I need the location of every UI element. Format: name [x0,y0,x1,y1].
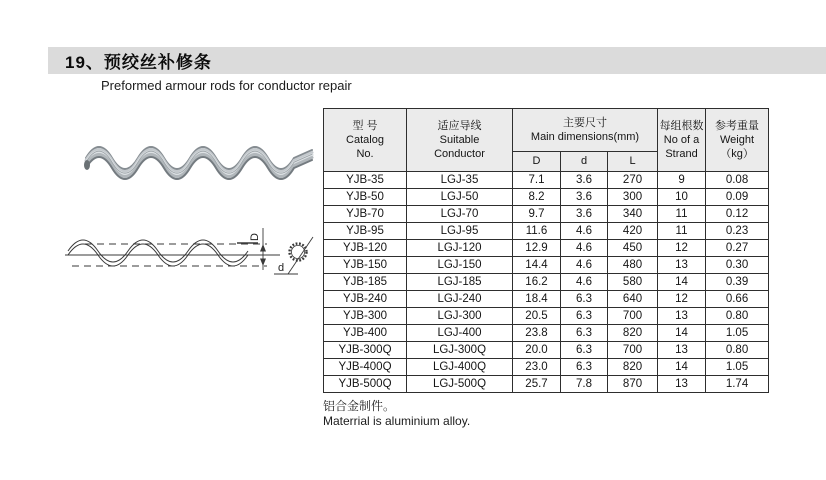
cell-dim-L: 450 [608,240,658,257]
page-subtitle: Preformed armour rods for conductor repair [101,78,352,93]
cell-weight: 0.39 [706,274,769,291]
note-cn: 铝合金制件。 [323,399,396,413]
cell-dim-d: 4.6 [561,274,608,291]
cell-weight: 0.30 [706,257,769,274]
cell-suitable-conductor: LGJ-400Q [407,359,513,376]
cell-dim-D: 23.0 [513,359,561,376]
cell-weight: 0.12 [706,206,769,223]
table-row [324,240,769,257]
cell-strand-count: 14 [658,274,706,291]
cell-dim-D: 16.2 [513,274,561,291]
table-row [324,189,769,206]
cell-weight: 0.09 [706,189,769,206]
cell-strand-count: 14 [658,359,706,376]
cell-suitable-conductor: LGJ-400 [407,325,513,342]
cell-suitable-conductor: LGJ-35 [407,172,513,189]
cell-suitable-conductor: LGJ-95 [407,223,513,240]
cell-weight: 1.74 [706,376,769,393]
cell-dim-L: 820 [608,359,658,376]
cell-strand-count: 10 [658,189,706,206]
spec-table [323,108,769,393]
table-row [324,359,769,376]
col-header-catalog: 型 号 Catalog No. [324,109,407,172]
table-row [324,291,769,308]
cell-catalog-no: YJB-70 [324,206,407,223]
cell-weight: 0.08 [706,172,769,189]
cell-catalog-no: YJB-300 [324,308,407,325]
dimension-drawing [52,212,327,300]
cell-dim-L: 700 [608,342,658,359]
cell-dim-L: 420 [608,223,658,240]
cell-dim-D: 12.9 [513,240,561,257]
cell-suitable-conductor: LGJ-50 [407,189,513,206]
cell-strand-count: 12 [658,240,706,257]
col-header-strand: 每组根数 No of a Strand [658,109,706,172]
cell-dim-d: 3.6 [561,172,608,189]
cell-strand-count: 13 [658,257,706,274]
table-row [324,308,769,325]
cell-dim-d: 6.3 [561,308,608,325]
cell-catalog-no: YJB-400 [324,325,407,342]
cell-dim-d: 6.3 [561,325,608,342]
cell-strand-count: 13 [658,308,706,325]
cell-dim-D: 20.5 [513,308,561,325]
table-row [324,223,769,240]
cell-dim-d: 3.6 [561,206,608,223]
section-title-band [48,47,826,74]
cell-dim-d: 4.6 [561,223,608,240]
cell-catalog-no: YJB-185 [324,274,407,291]
cell-weight: 0.27 [706,240,769,257]
arrowhead-up-icon [260,244,266,252]
subcol-header-d: d [561,152,608,172]
cell-weight: 1.05 [706,325,769,342]
cell-strand-count: 11 [658,223,706,240]
table-row [324,325,769,342]
cell-dim-D: 25.7 [513,376,561,393]
cell-catalog-no: YJB-400Q [324,359,407,376]
cell-suitable-conductor: LGJ-300Q [407,342,513,359]
cell-dim-d: 4.6 [561,240,608,257]
cell-dim-d: 4.6 [561,257,608,274]
cell-dim-L: 870 [608,376,658,393]
dimension-label-D: D [249,233,261,241]
table-row [324,172,769,189]
armour-rod-photo [80,131,315,199]
cell-dim-D: 23.8 [513,325,561,342]
cell-dim-L: 580 [608,274,658,291]
cell-suitable-conductor: LGJ-150 [407,257,513,274]
cell-catalog-no: YJB-300Q [324,342,407,359]
col-header-weight: 参考重量 Weight （kg） [706,109,769,172]
note-en: Materrial is aluminium alloy. [323,414,471,429]
cell-catalog-no: YJB-95 [324,223,407,240]
cell-suitable-conductor: LGJ-185 [407,274,513,291]
cell-dim-d: 6.3 [561,342,608,359]
subcol-header-L: L [608,152,658,172]
dimension-label-d: d [278,262,285,274]
table-row [324,342,769,359]
cell-dim-D: 20.0 [513,342,561,359]
col-header-conductor: 适应导线 Suitable Conductor [407,109,513,172]
arrowhead-down-icon [260,259,266,267]
cell-strand-count: 12 [658,291,706,308]
cell-strand-count: 13 [658,376,706,393]
strand-cross-section-circle [290,244,307,261]
table-row [324,274,769,291]
cell-catalog-no: YJB-120 [324,240,407,257]
cell-dim-d: 7.8 [561,376,608,393]
table-row [324,257,769,274]
spec-table-body [324,172,769,393]
material-notes [323,399,470,430]
cell-dim-d: 6.3 [561,291,608,308]
cell-dim-L: 340 [608,206,658,223]
cell-catalog-no: YJB-35 [324,172,407,189]
cell-dim-D: 9.7 [513,206,561,223]
cell-weight: 0.80 [706,342,769,359]
cell-weight: 0.23 [706,223,769,240]
cell-dim-D: 8.2 [513,189,561,206]
table-row [324,206,769,223]
cell-dim-D: 18.4 [513,291,561,308]
cell-catalog-no: YJB-150 [324,257,407,274]
cell-strand-count: 14 [658,325,706,342]
cell-catalog-no: YJB-240 [324,291,407,308]
cell-suitable-conductor: LGJ-500Q [407,376,513,393]
cell-dim-D: 14.4 [513,257,561,274]
page-title: 19、预绞丝补修条 [65,53,212,72]
table-row [324,376,769,393]
cell-suitable-conductor: LGJ-240 [407,291,513,308]
cell-dim-d: 3.6 [561,189,608,206]
subcol-header-D: D [513,152,561,172]
cell-weight: 0.80 [706,308,769,325]
cell-suitable-conductor: LGJ-120 [407,240,513,257]
leader-line-d [288,237,313,274]
cell-dim-L: 480 [608,257,658,274]
cell-suitable-conductor: LGJ-70 [407,206,513,223]
cell-catalog-no: YJB-50 [324,189,407,206]
cell-suitable-conductor: LGJ-300 [407,308,513,325]
cell-dim-L: 700 [608,308,658,325]
cell-weight: 0.66 [706,291,769,308]
cell-dim-L: 820 [608,325,658,342]
cell-catalog-no: YJB-500Q [324,376,407,393]
cell-strand-count: 13 [658,342,706,359]
cell-dim-D: 7.1 [513,172,561,189]
cell-strand-count: 9 [658,172,706,189]
cell-dim-d: 6.3 [561,359,608,376]
cell-weight: 1.05 [706,359,769,376]
cell-dim-L: 270 [608,172,658,189]
cell-dim-L: 640 [608,291,658,308]
cell-dim-D: 11.6 [513,223,561,240]
col-header-dimensions: 主要尺寸 Main dimensions(mm) [513,109,658,152]
cell-strand-count: 11 [658,206,706,223]
cell-dim-L: 300 [608,189,658,206]
